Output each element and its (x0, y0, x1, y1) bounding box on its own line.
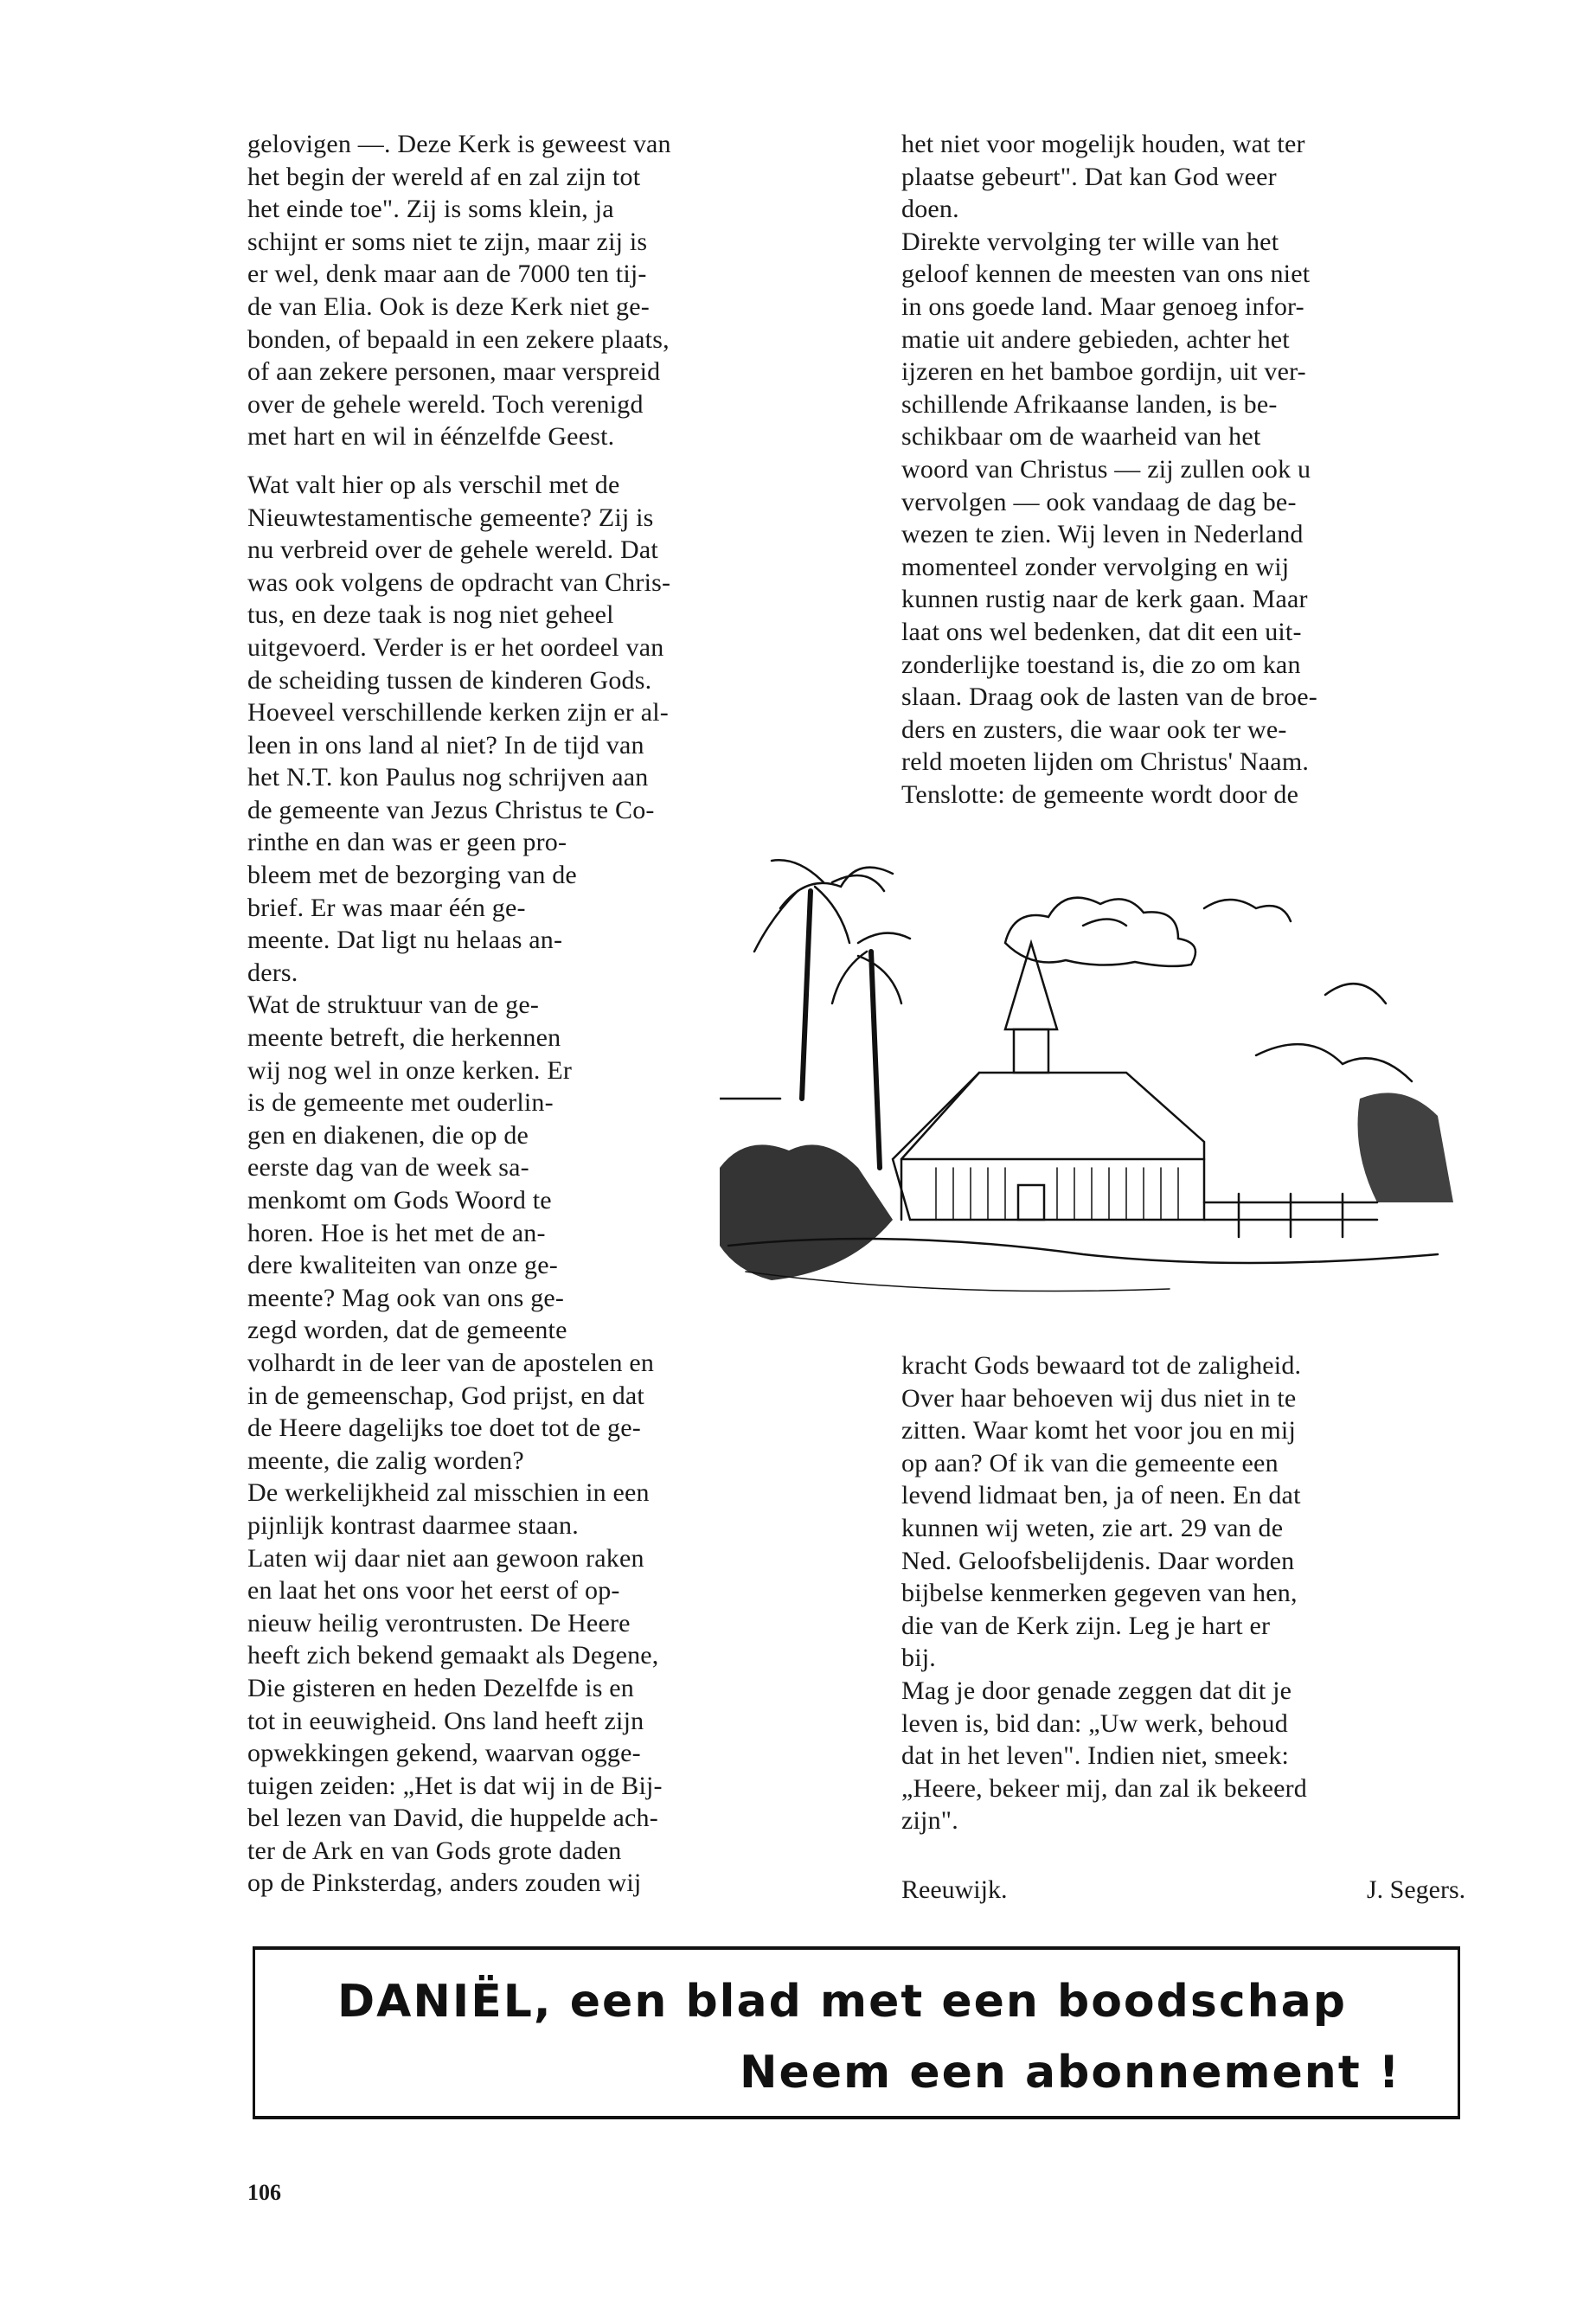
text-line: reld moeten lijden om Christus' Naam. (901, 747, 1310, 777)
text-line: gen en diakenen, die op de (247, 1120, 529, 1150)
text-line: in de gemeenschap, God prijst, en dat (247, 1381, 644, 1410)
text-line: Direkte vervolging ter wille van het (901, 227, 1279, 256)
text-line: uitgevoerd. Verder is er het oordeel van (247, 632, 664, 662)
text-line: kunnen rustig naar de kerk gaan. Maar (901, 585, 1308, 614)
text-line: meente? Mag ook van ons ge- (247, 1283, 565, 1312)
text-line: nieuw heilig verontrusten. De Heere (247, 1608, 631, 1638)
text-line: ders en zusters, die waar ook ter we- (901, 715, 1287, 744)
text-line: en laat het ons voor het eerst of op- (247, 1576, 620, 1606)
text-line: het einde toe". Zij is soms klein, ja (247, 195, 614, 224)
text-line: Hoeveel verschillende kerken zijn er al- (247, 698, 669, 727)
text-line: of aan zekere personen, maar verspreid (247, 357, 661, 387)
text-line: zonderlijke toestand is, die zo om kan (901, 650, 1301, 679)
text-line: bleem met de bezorging van de (247, 861, 577, 890)
signature-author: J. Segers. (1367, 1875, 1466, 1904)
text-line: levend lidmaat ben, ja of neen. En dat (901, 1481, 1301, 1510)
text-line: wij nog wel in onze kerken. Er (247, 1055, 573, 1085)
text-line: was ook volgens de opdracht van Chris- (247, 567, 671, 597)
text-line: woord van Christus — zij zullen ook u (901, 454, 1311, 484)
text-line: matie uit andere gebieden, achter het (901, 324, 1290, 354)
advert-box (253, 1946, 1460, 2119)
text-line: tuigen zeiden: „Het is dat wij in de Bij- (247, 1771, 663, 1800)
text-line: meente, die zalig worden? (247, 1445, 524, 1475)
cloud-shape (1005, 898, 1195, 966)
text-line: Nieuwtestamentische gemeente? Zij is (247, 503, 654, 532)
text-line: meente betreft, die herkennen (247, 1023, 561, 1053)
text-line: geloof kennen de meesten van ons niet (901, 260, 1311, 289)
text-line: Ned. Geloofsbelijdenis. Daar worden (901, 1546, 1295, 1575)
text-line: zegd worden, dat de gemeente (247, 1316, 567, 1345)
text-line: schikbaar om de waarheid van het (901, 422, 1261, 452)
text-line: Tenslotte: de gemeente wordt door de (901, 779, 1299, 809)
text-line: in ons goede land. Maar genoeg infor- (901, 292, 1304, 321)
signature-place: Reeuwijk. (901, 1875, 1008, 1904)
text-line: pijnlijk kontrast daarmee staan. (247, 1510, 579, 1540)
text-line: De werkelijkheid zal misschien in een (247, 1478, 650, 1508)
text-line: over de gehele wereld. Toch verenigd (247, 389, 644, 419)
text-line: met hart en wil in éénzelfde Geest. (247, 422, 615, 452)
right-column-bottom (901, 1349, 1307, 1837)
paragraph-gap (247, 453, 671, 469)
text-line: kunnen wij weten, zie art. 29 van de (901, 1513, 1284, 1542)
text-line: kracht Gods bewaard tot de zaligheid. (901, 1351, 1302, 1380)
text-line: wezen te zien. Wij leven in Nederland (901, 520, 1304, 549)
text-line: leen in ons land al niet? In de tijd van (247, 730, 644, 760)
text-line: volhardt in de leer van de apostelen en (247, 1348, 655, 1377)
text-line: bonden, of bepaald in een zekere plaats, (247, 324, 670, 354)
text-line: Wat valt hier op als verschil met de (247, 470, 620, 499)
text-line: is de gemeente met ouderlin- (247, 1088, 554, 1118)
page-number: 106 (247, 2180, 281, 2205)
text-line: Over haar behoeven wij dus niet in te (901, 1383, 1297, 1413)
left-column (247, 128, 671, 1900)
text-line: het N.T. kon Paulus nog schrijven aan (247, 763, 649, 792)
text-line: het begin der wereld af en zal zijn tot (247, 162, 641, 191)
text-line: de scheiding tussen de kinderen Gods. (247, 665, 652, 695)
text-line: menkomt om Gods Woord te (247, 1186, 552, 1215)
right-column-top (901, 128, 1317, 811)
text-line: schillende Afrikaanse landen, is be- (901, 389, 1278, 419)
text-line: bijbelse kenmerken gegeven van hen, (901, 1579, 1298, 1608)
text-line: de gemeente van Jezus Christus te Co- (247, 795, 655, 824)
text-line: Wat de struktuur van de ge- (247, 990, 540, 1020)
text-line: gelovigen —. Deze Kerk is geweest van (247, 130, 671, 158)
text-line: ter de Ark en van Gods grote daden (247, 1836, 622, 1865)
text-line: horen. Hoe is het met de an- (247, 1218, 546, 1247)
text-line: er wel, denk maar aan de 7000 ten tij- (247, 260, 647, 289)
right-paragraph-top (901, 128, 1317, 811)
text-line: tus, en deze taak is nog niet geheel (247, 600, 614, 630)
text-line: zijn". (901, 1806, 958, 1836)
text-line: eerste dag van de week sa- (247, 1153, 529, 1183)
text-line: het niet voor mogelijk houden, wat ter (901, 130, 1305, 158)
left-paragraph-2 (247, 469, 671, 1900)
text-line: plaatse gebeurt". Dat kan God weer (901, 162, 1277, 191)
right-paragraph-bottom (901, 1349, 1307, 1837)
text-line: laat ons wel bedenken, dat dit een uit- (901, 617, 1302, 646)
text-line: op aan? Of ik van die gemeente een (901, 1448, 1279, 1477)
text-line: doen. (901, 195, 959, 224)
steeple (1005, 943, 1057, 1029)
text-line: zitten. Waar komt het voor jou en mij (901, 1416, 1296, 1445)
text-line: de Heere dagelijks toe doet tot de ge- (247, 1413, 641, 1443)
text-line: op de Pinksterdag, anders zouden wij (247, 1868, 642, 1898)
text-line: slaan. Draag ook de lasten van de broe- (901, 683, 1317, 712)
text-line: de van Elia. Ook is deze Kerk niet ge- (247, 292, 650, 321)
text-line: rinthe en dan was er geen pro- (247, 828, 567, 857)
text-line: Laten wij daar niet aan gewoon raken (247, 1543, 644, 1573)
text-line: bel lezen van David, die huppelde ach- (247, 1804, 658, 1833)
text-line: Die gisteren en heden Dezelfde is en (247, 1673, 635, 1702)
text-line: die van de Kerk zijn. Leg je hart er (901, 1611, 1271, 1640)
text-line: tot in eeuwigheid. Ons land heeft zijn (247, 1706, 644, 1735)
advert-headline: DANIËL, een blad met een boodschap (337, 1976, 1347, 2028)
text-line: opwekkingen gekend, waarvan ogge- (247, 1739, 641, 1768)
left-paragraph-1 (247, 128, 671, 453)
text-line: leven is, bid dan: „Uw werk, behoud (901, 1708, 1288, 1738)
text-line: nu verbreid over de gehele wereld. Dat (247, 535, 658, 565)
text-line: dat in het leven". Indien niet, smeek: (901, 1741, 1290, 1771)
text-line: momenteel zonder vervolging en wij (901, 552, 1290, 581)
text-line: ijzeren en het bamboe gordijn, uit ver- (901, 357, 1306, 387)
text-line: schijnt er soms niet te zijn, maar zij is (247, 227, 648, 256)
advert-callout: Neem een abonnement ! (740, 2047, 1401, 2099)
text-line: bij. (901, 1644, 936, 1673)
text-line: heeft zich bekend gemaakt als Degene, (247, 1641, 659, 1670)
church-illustration (720, 839, 1453, 1324)
text-line: meente. Dat ligt nu helaas an- (247, 926, 563, 955)
text-line: ders. (247, 958, 298, 987)
text-line: dere kwaliteiten van onze ge- (247, 1251, 558, 1280)
text-line: brief. Er was maar één ge- (247, 893, 526, 922)
text-line: Mag je door genade zeggen dat dit je (901, 1676, 1292, 1705)
text-line: „Heere, bekeer mij, dan zal ik bekeerd (901, 1773, 1308, 1803)
text-line: vervolgen — ook vandaag de dag be- (901, 487, 1297, 516)
